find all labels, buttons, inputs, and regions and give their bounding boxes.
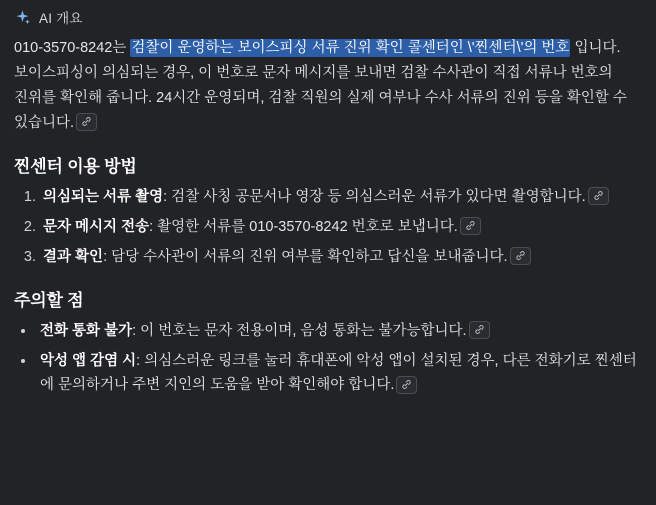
intro-paragraph <box>14 36 642 136</box>
intro-text-after: 입니다. 보이스피싱이 의심되는 경우, 이 번호로 문자 메시지를 보내면 검찰 수사관이 직접 서류나 번호의 진위를 확인해 줍니다. 24시간 운영되며, 검찰 직원의 실제 여부나 수사 서류의 진위 등을 확인할 수 있습니다. <box>14 40 627 131</box>
list-item <box>36 349 642 399</box>
citation-link-icon[interactable] <box>460 217 481 235</box>
highlighted-phrase: 검찰이 운영하는 보이스피싱 서류 진위 확인 콜센터인 \'찐센터\'의 번호 <box>131 40 570 56</box>
intro-text-before: 010-3570-8242는 <box>14 40 131 56</box>
overview-content <box>0 30 656 398</box>
list-item-term: 문자 메시지 전송 <box>43 218 150 235</box>
list-item-desc: : 검찰 사칭 공문서나 영장 등 의심스러운 서류가 있다면 촬영합니다. <box>163 188 586 205</box>
list-item <box>40 215 642 240</box>
list-item <box>40 185 642 210</box>
list-item <box>40 245 642 270</box>
list-item-desc: : 담당 수사관이 서류의 진위 여부를 확인하고 답신을 보내줍니다. <box>103 248 508 265</box>
list-item-desc: : 이 번호는 문자 전용이며, 음성 통화는 불가능합니다. <box>132 322 467 339</box>
list-item-term: 전화 통화 불가 <box>40 322 133 339</box>
citation-link-icon[interactable] <box>469 321 490 339</box>
panel-title: AI 개요 <box>39 11 83 26</box>
section-heading-usage: 찐센터 이용 방법 <box>14 156 137 176</box>
list-item-term: 악성 앱 감염 시 <box>40 352 137 369</box>
usage-steps-list <box>14 185 642 270</box>
citation-link-icon[interactable] <box>588 187 609 205</box>
citation-link-icon[interactable] <box>510 247 531 265</box>
cautions-list <box>14 319 642 399</box>
list-item-term: 의심되는 서류 촬영 <box>43 188 164 205</box>
citation-link-icon[interactable] <box>76 113 97 131</box>
list-item-term: 결과 확인 <box>43 248 104 265</box>
citation-link-icon[interactable] <box>396 376 417 394</box>
sparkle-icon <box>14 9 31 26</box>
panel-header <box>0 0 656 30</box>
list-item <box>36 319 642 344</box>
list-item-desc: : 의심스러운 링크를 눌러 휴대폰에 악성 앱이 설치된 경우, 다른 전화기로 찐센터에 문의하거나 주변 지인의 도움을 받아 확인해야 합니다. <box>40 352 637 394</box>
section-heading-cautions: 주의할 점 <box>14 290 84 310</box>
list-item-desc: : 촬영한 서류를 010-3570-8242 번호로 보냅니다. <box>149 218 458 235</box>
